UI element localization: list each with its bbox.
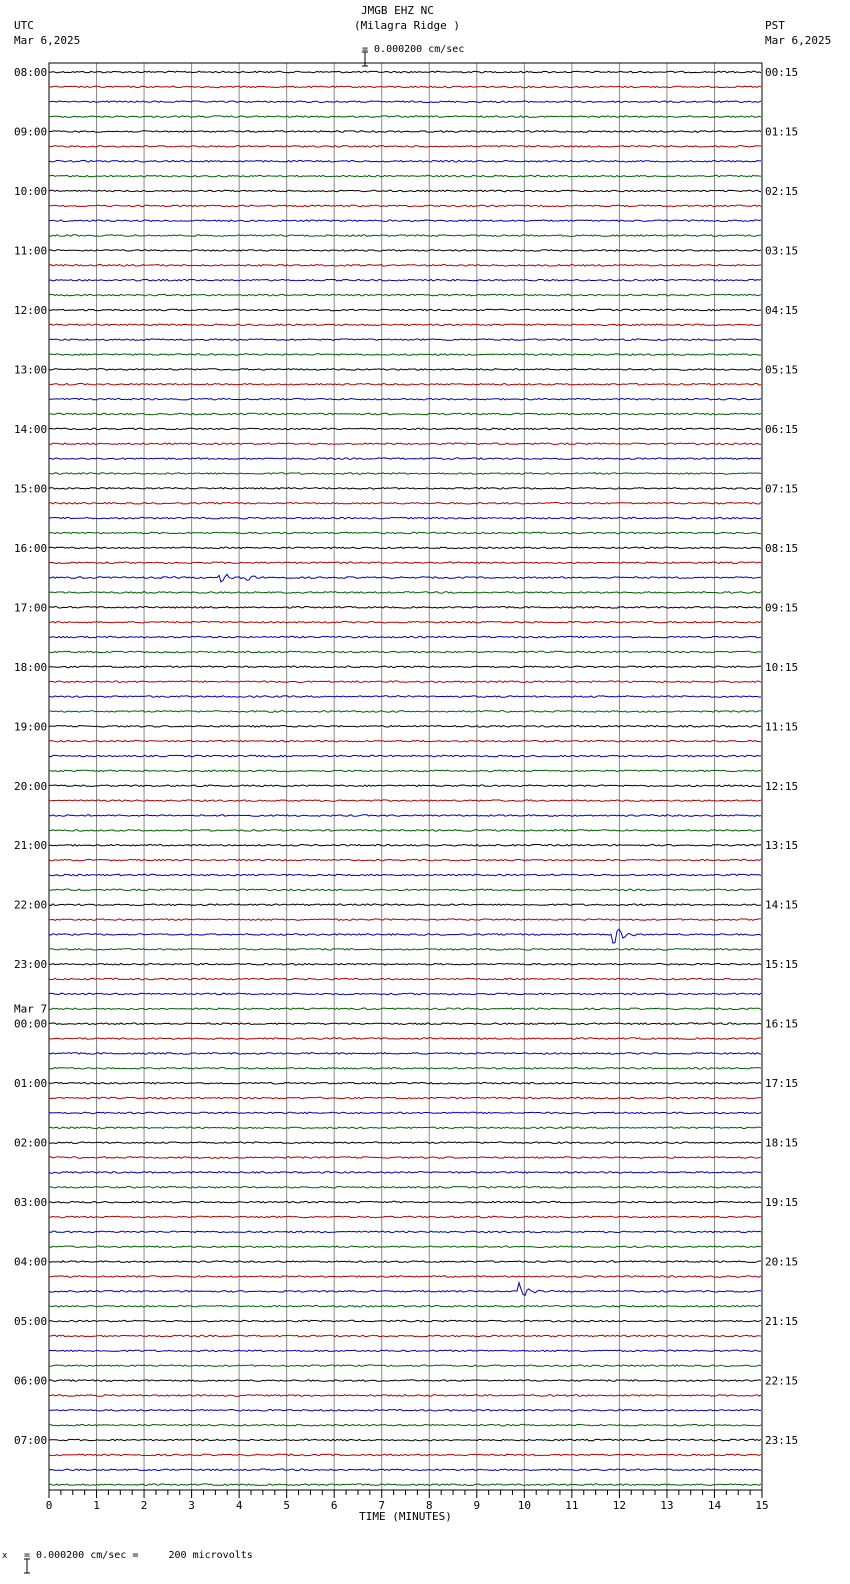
trace-line xyxy=(49,413,761,415)
trace-line xyxy=(49,339,761,341)
trace-line xyxy=(49,1142,761,1144)
pst-hour-label: 12:15 xyxy=(765,779,799,793)
trace-line xyxy=(49,1305,761,1307)
pst-date: Mar 6,2025 xyxy=(765,34,832,47)
station-title: JMGB EHZ NC xyxy=(361,4,434,17)
x-tick-label: 7 xyxy=(378,1499,386,1512)
x-tick-label: 15 xyxy=(755,1499,769,1512)
x-tick-label: 3 xyxy=(188,1499,195,1512)
trace-line xyxy=(49,473,761,475)
trace-line xyxy=(49,488,761,490)
trace-line xyxy=(49,1365,761,1367)
trace-line xyxy=(49,190,761,192)
trace-line xyxy=(49,1187,761,1189)
pst-hour-label: 17:15 xyxy=(765,1077,799,1091)
pst-hour-label: 09:15 xyxy=(765,601,799,615)
trace-line xyxy=(49,592,761,594)
pst-hour-label: 16:15 xyxy=(765,1017,799,1031)
trace-line xyxy=(49,547,761,549)
trace-line xyxy=(49,502,761,504)
utc-date: Mar 6,2025 xyxy=(14,34,81,47)
x-tick-label: 8 xyxy=(425,1499,433,1512)
footer-scale-note: = 0.000200 cm/sec = 200 microvolts xyxy=(24,1550,253,1561)
trace-line xyxy=(49,1068,761,1070)
trace-line xyxy=(49,458,761,460)
trace-line xyxy=(49,1469,761,1471)
pst-hour-label: 15:15 xyxy=(765,958,799,972)
utc-hour-label: 22:00 xyxy=(14,898,48,912)
trace-line xyxy=(49,1053,761,1055)
trace-line xyxy=(49,1082,761,1084)
x-tick-label: 10 xyxy=(517,1499,531,1512)
trace-line xyxy=(49,1454,761,1456)
trace-line xyxy=(49,607,761,609)
utc-hour-label: 09:00 xyxy=(14,125,48,139)
trace-line xyxy=(49,1246,761,1248)
x-tick-label: 6 xyxy=(330,1499,338,1512)
utc-hour-label: 00:00 xyxy=(14,1017,48,1031)
trace-line xyxy=(49,235,761,237)
trace-line xyxy=(49,874,761,876)
trace-line xyxy=(49,1201,761,1203)
scale-text: = 0.000200 cm/sec xyxy=(362,44,465,55)
trace-line xyxy=(49,636,761,638)
trace-line xyxy=(49,562,761,564)
trace-line xyxy=(49,726,761,728)
date-change-label: Mar 7 xyxy=(14,1002,48,1016)
trace-line xyxy=(49,146,761,148)
pst-hour-label: 10:15 xyxy=(765,660,799,674)
pst-hour-label: 21:15 xyxy=(765,1315,799,1329)
x-tick-label: 12 xyxy=(612,1499,627,1512)
pst-hour-label: 13:15 xyxy=(765,839,799,853)
trace-line xyxy=(49,294,761,296)
x-tick-label: 5 xyxy=(283,1499,290,1512)
pst-hour-label: 00:15 xyxy=(765,66,799,79)
trace-line xyxy=(49,755,761,757)
trace-line xyxy=(49,279,761,281)
site-title: (Milagra Ridge ) xyxy=(354,19,460,32)
trace-line xyxy=(49,993,761,995)
trace-line xyxy=(49,574,761,582)
trace-line xyxy=(49,815,761,817)
pst-hour-label: 06:15 xyxy=(765,422,799,436)
trace-line xyxy=(49,86,761,88)
trace-line xyxy=(49,354,761,356)
utc-hour-label: 16:00 xyxy=(14,541,48,555)
trace-line xyxy=(49,844,761,846)
trace-line xyxy=(49,101,761,103)
trace-line xyxy=(49,250,761,252)
pst-hour-label: 08:15 xyxy=(765,541,799,555)
utc-hour-label: 08:00 xyxy=(14,66,48,79)
pst-hour-label: 05:15 xyxy=(765,363,799,377)
utc-hour-label: 07:00 xyxy=(14,1434,48,1448)
utc-hour-label: 15:00 xyxy=(14,482,48,496)
trace-line xyxy=(49,369,761,371)
trace-line xyxy=(49,1023,761,1025)
utc-hour-label: 04:00 xyxy=(14,1255,48,1269)
trace-line xyxy=(49,1350,761,1352)
pst-hour-label: 01:15 xyxy=(765,125,799,139)
trace-line xyxy=(49,220,761,222)
trace-line xyxy=(49,160,761,162)
trace-line xyxy=(49,1231,761,1233)
trace-line xyxy=(49,1335,761,1337)
trace-line xyxy=(49,1380,761,1382)
pst-hour-label: 18:15 xyxy=(765,1136,799,1150)
pst-hour-label: 07:15 xyxy=(765,482,799,496)
utc-hour-label: 14:00 xyxy=(14,422,48,436)
trace-line xyxy=(49,949,761,951)
trace-line xyxy=(49,265,761,267)
utc-hour-label: 20:00 xyxy=(14,779,48,793)
trace-line xyxy=(49,71,761,73)
utc-hour-label: 21:00 xyxy=(14,839,48,853)
trace-line xyxy=(49,398,761,400)
trace-line xyxy=(49,1008,761,1010)
trace-line xyxy=(49,904,761,906)
trace-line xyxy=(49,324,761,326)
x-tick-label: 11 xyxy=(565,1499,579,1512)
pst-hour-label: 04:15 xyxy=(765,303,799,317)
trace-line xyxy=(49,1097,761,1099)
trace-line xyxy=(49,978,761,980)
trace-line xyxy=(49,1320,761,1322)
trace-line xyxy=(49,1276,761,1278)
x-tick-label: 1 xyxy=(93,1499,100,1512)
utc-hour-label: 12:00 xyxy=(14,303,48,317)
trace-line xyxy=(49,711,761,713)
x-tick-label: 4 xyxy=(235,1499,243,1512)
trace-line xyxy=(49,1410,761,1412)
utc-hour-label: 01:00 xyxy=(14,1077,48,1091)
utc-label: UTC xyxy=(14,19,34,32)
trace-line xyxy=(49,1395,761,1397)
trace-line xyxy=(49,428,761,430)
x-tick-label: 0 xyxy=(45,1499,53,1512)
trace-line xyxy=(49,443,761,445)
trace-line xyxy=(49,800,761,802)
trace-line xyxy=(49,116,761,118)
pst-hour-label: 03:15 xyxy=(765,244,799,258)
trace-line xyxy=(49,1038,761,1040)
utc-hour-label: 23:00 xyxy=(14,958,48,972)
trace-line xyxy=(49,963,761,965)
utc-hour-label: 18:00 xyxy=(14,660,48,674)
trace-line xyxy=(49,1127,761,1129)
x-tick-label: 9 xyxy=(473,1499,481,1512)
x-tick-label: 13 xyxy=(660,1499,674,1512)
trace-line xyxy=(49,621,761,623)
trace-line xyxy=(49,919,761,921)
trace-line xyxy=(49,681,761,683)
utc-hour-label: 05:00 xyxy=(14,1315,48,1329)
trace-line xyxy=(49,830,761,832)
trace-line xyxy=(49,1172,761,1174)
trace-line xyxy=(49,309,761,311)
utc-hour-label: 02:00 xyxy=(14,1136,48,1150)
pst-hour-label: 14:15 xyxy=(765,898,799,912)
pst-hour-label: 19:15 xyxy=(765,1196,799,1210)
trace-line xyxy=(49,1484,761,1486)
x-tick-label: 2 xyxy=(140,1499,148,1512)
trace-line xyxy=(49,384,761,386)
trace-line xyxy=(49,666,761,668)
trace-line xyxy=(49,1216,761,1218)
trace-line xyxy=(49,1261,761,1263)
pst-label: PST xyxy=(765,19,785,32)
trace-line xyxy=(49,205,761,207)
trace-line xyxy=(49,859,761,861)
trace-line xyxy=(49,175,761,177)
utc-hour-label: 17:00 xyxy=(14,601,48,615)
trace-line xyxy=(49,131,761,133)
x-tick-label: 14 xyxy=(707,1499,722,1512)
trace-line xyxy=(49,770,761,772)
utc-hour-label: 19:00 xyxy=(14,720,48,734)
trace-line xyxy=(49,740,761,742)
trace-line xyxy=(49,929,761,943)
pst-hour-label: 23:15 xyxy=(765,1434,799,1448)
x-axis-label: TIME (MINUTES) xyxy=(359,1510,452,1523)
pst-hour-label: 11:15 xyxy=(765,720,799,734)
footer-scale-icon xyxy=(10,1545,18,1561)
utc-hour-label: 06:00 xyxy=(14,1374,48,1388)
trace-line xyxy=(49,532,761,534)
trace-line xyxy=(49,651,761,653)
trace-line xyxy=(49,1157,761,1159)
trace-line xyxy=(49,1112,761,1114)
trace-line xyxy=(49,1424,761,1426)
trace-line xyxy=(49,889,761,891)
trace-line xyxy=(49,517,761,519)
trace-line xyxy=(49,785,761,787)
trace-line xyxy=(49,1283,761,1296)
utc-hour-label: 10:00 xyxy=(14,184,48,198)
pst-hour-label: 20:15 xyxy=(765,1255,799,1269)
trace-line xyxy=(49,696,761,698)
utc-hour-label: 13:00 xyxy=(14,363,48,377)
pst-hour-label: 22:15 xyxy=(765,1374,799,1388)
utc-hour-label: 03:00 xyxy=(14,1196,48,1210)
utc-hour-label: 11:00 xyxy=(14,244,48,258)
trace-line xyxy=(49,1439,761,1441)
pst-hour-label: 02:15 xyxy=(765,184,799,198)
footer-marker: x xyxy=(2,1551,8,1561)
